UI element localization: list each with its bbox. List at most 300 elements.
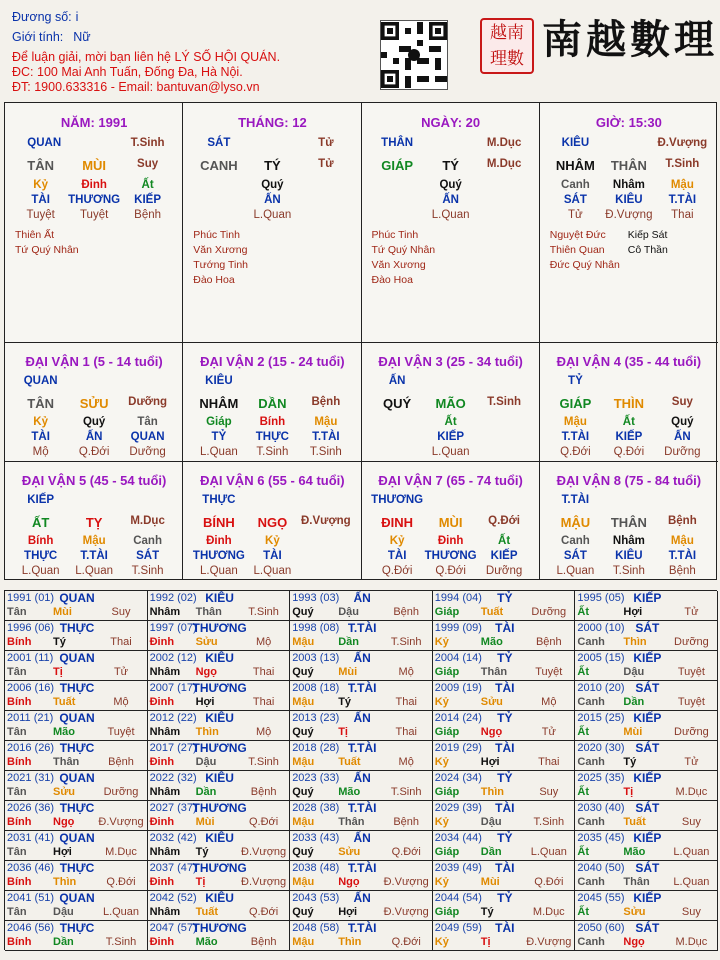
hidden-stem: Đinh xyxy=(81,179,107,191)
year-cell[interactable] xyxy=(5,741,148,771)
hidden-stem: SÁT xyxy=(563,550,587,562)
year-text: 2008 (18) xyxy=(292,682,340,694)
hidden-stem: Dưỡng xyxy=(664,446,701,458)
dai-van-title: ĐẠI VẬN 1 (5 - 14 tuổi) xyxy=(25,354,163,369)
year-text: SÁT xyxy=(635,861,660,875)
dai-van-2 xyxy=(183,343,361,462)
hidden-stem: TÀI xyxy=(263,550,282,562)
year-text: Tý xyxy=(623,756,637,768)
hidden-stem: L.Quan xyxy=(556,565,595,577)
year-text: Đ.Vượng xyxy=(241,846,287,858)
stem-branch: TÝ xyxy=(442,158,459,173)
dai-van-title: ĐẠI VẬN 7 (65 - 74 tuổi) xyxy=(378,473,523,488)
hidden-stem: Mậu xyxy=(314,416,338,428)
dai-van-title: ĐẠI VẬN 4 (35 - 44 tuổi) xyxy=(556,354,702,369)
year-text: Sửu xyxy=(195,636,218,648)
year-text: Tý xyxy=(53,636,66,648)
year-text: Hợi xyxy=(195,696,215,708)
year-cell[interactable] xyxy=(290,861,433,891)
year-cell[interactable] xyxy=(5,591,148,621)
year-text: Tuất xyxy=(623,816,646,828)
year-text: Quý xyxy=(292,846,314,858)
year-text: Ngọ xyxy=(195,666,217,678)
year-text: Tử xyxy=(541,726,556,738)
year-cell[interactable] xyxy=(148,891,291,921)
year-text: Tân xyxy=(7,726,27,738)
year-text: Bệnh xyxy=(393,606,420,618)
year-cell[interactable] xyxy=(148,771,291,801)
dai-van-8 xyxy=(540,462,718,579)
year-text: Q.Đới xyxy=(248,816,279,828)
year-cell[interactable] xyxy=(290,891,433,921)
qr-code-icon[interactable] xyxy=(380,20,448,90)
header xyxy=(0,0,720,100)
year-cell[interactable] xyxy=(290,831,433,861)
year-text: Dần xyxy=(623,696,645,708)
hidden-stem: Q.Đới xyxy=(381,565,413,577)
hidden-stem: Ất xyxy=(141,179,154,191)
year-text: Quý xyxy=(292,906,314,918)
year-cell[interactable] xyxy=(148,921,291,951)
stem-branch: MÃO xyxy=(435,396,466,411)
year-text: 2032 (42) xyxy=(149,832,197,844)
hidden-stem: Mậu xyxy=(563,416,587,428)
hidden-stem: T.TÀI xyxy=(312,431,340,443)
pillar-1 xyxy=(183,103,361,343)
year-text: KIÊU xyxy=(205,711,234,725)
year-text: Bệnh xyxy=(250,786,277,798)
ten-god-label: QUAN xyxy=(27,137,62,149)
dai-van-1 xyxy=(5,343,183,462)
year-text: KIẾP xyxy=(633,831,662,845)
hidden-stem: T.Sinh xyxy=(612,565,645,577)
hidden-stem: Dưỡng xyxy=(485,565,523,577)
year-cell[interactable] xyxy=(433,741,576,771)
year-text: 2024 (34) xyxy=(434,772,482,784)
year-text: Bính xyxy=(7,636,32,648)
ten-god-label: KIÊU xyxy=(561,137,590,149)
year-text: Mậu xyxy=(292,816,315,828)
year-text: Q.Đới xyxy=(534,876,564,888)
hidden-stem: L.Quan xyxy=(431,209,470,221)
year-text: L.Quan xyxy=(673,846,710,858)
stem-branch: DẦN xyxy=(258,396,287,411)
year-text: Tuất xyxy=(480,606,504,618)
year-cell[interactable] xyxy=(5,621,148,651)
year-cell[interactable] xyxy=(433,921,576,951)
stem-branch: ẤT xyxy=(31,515,50,530)
year-text: Canh xyxy=(577,936,605,948)
year-text: THƯƠNG xyxy=(192,921,247,935)
year-text: Hợi xyxy=(623,606,643,618)
year-cell[interactable] xyxy=(575,591,718,621)
hidden-stem: Q.Đới xyxy=(435,565,466,577)
hidden-stem: Canh xyxy=(561,535,590,547)
year-cell[interactable] xyxy=(148,591,291,621)
year-text: Thai xyxy=(252,696,275,708)
year-cell[interactable] xyxy=(433,801,576,831)
year-text: KIẾP xyxy=(633,651,662,665)
year-text: Đ.Vượng xyxy=(383,906,429,918)
year-cell[interactable] xyxy=(290,741,433,771)
year-cell[interactable] xyxy=(433,621,576,651)
year-text: 2014 (24) xyxy=(434,712,482,724)
year-text: QUAN xyxy=(59,771,95,785)
year-text: 2003 (13) xyxy=(292,652,340,664)
year-text: 2046 (56) xyxy=(7,922,55,934)
year-cell[interactable] xyxy=(575,771,718,801)
year-text: 2036 (46) xyxy=(7,862,55,874)
year-text: QUAN xyxy=(59,891,95,905)
year-text: Kỷ xyxy=(434,756,449,768)
hidden-stem: Đinh xyxy=(206,535,232,547)
year-text: 1994 (04) xyxy=(434,592,482,604)
hidden-stem: KIẾP xyxy=(134,194,162,206)
year-text: 2025 (35) xyxy=(577,772,625,784)
year-text: Tân xyxy=(7,666,27,678)
year-text: T.Sinh xyxy=(390,636,422,648)
year-text: Mộ xyxy=(398,666,414,678)
year-text: 2009 (19) xyxy=(434,682,482,694)
hidden-stem: L.Quan xyxy=(431,446,470,458)
year-text: Bệnh xyxy=(108,756,134,768)
year-text: Canh xyxy=(577,636,605,648)
year-cell[interactable] xyxy=(5,831,148,861)
hidden-stem: KIẾP xyxy=(490,550,518,562)
year-text: 2011 (21) xyxy=(7,712,54,724)
year-text: SÁT xyxy=(635,921,660,935)
year-text: THƯƠNG xyxy=(192,801,247,815)
hidden-stem: L.Quan xyxy=(21,565,60,577)
star-label: Thiên Ất xyxy=(15,229,55,241)
stem-branch: NGỌ xyxy=(257,515,288,530)
year-text: Thìn xyxy=(53,876,77,888)
stem-branch: TÂN xyxy=(27,158,54,173)
year-cell[interactable] xyxy=(433,651,576,681)
year-text: M.Dục xyxy=(675,936,708,948)
hidden-stem: Dưỡng xyxy=(129,446,166,458)
year-cell[interactable] xyxy=(148,801,291,831)
year-text: QUAN xyxy=(59,591,95,605)
year-text: SÁT xyxy=(635,741,660,755)
year-cell[interactable] xyxy=(433,591,576,621)
pillar-3 xyxy=(540,103,718,343)
year-text: Mùi xyxy=(480,876,500,888)
hidden-stem: Quý xyxy=(82,416,106,428)
pillar-title: NĂM: 1991 xyxy=(60,115,128,130)
year-cell[interactable] xyxy=(433,831,576,861)
year-text: Thân xyxy=(53,756,80,768)
hidden-stem: ẤN xyxy=(442,194,459,206)
hidden-stem: Bệnh xyxy=(134,209,162,221)
pillar-2 xyxy=(362,103,540,343)
year-text: Thai xyxy=(110,636,132,648)
year-text: 2020 (30) xyxy=(577,742,625,754)
year-cell[interactable] xyxy=(148,861,291,891)
year-text: Canh xyxy=(577,876,605,888)
annual-luck-table xyxy=(4,590,717,950)
hidden-stem: Canh xyxy=(133,535,162,547)
hidden-stem: Ất xyxy=(444,416,457,428)
year-text: 2012 (22) xyxy=(149,712,197,724)
year-cell[interactable] xyxy=(148,621,291,651)
year-text: Quý xyxy=(292,606,314,618)
year-cell[interactable] xyxy=(148,681,291,711)
year-cell[interactable] xyxy=(575,651,718,681)
ten-god-label: KIẾP xyxy=(27,494,55,506)
year-text: Tuất xyxy=(338,756,361,768)
seal-stamp: 越南 理數 xyxy=(480,18,534,74)
year-text: 2005 (15) xyxy=(577,652,625,664)
year-cell[interactable] xyxy=(5,711,148,741)
owner-line: Đương số: i xyxy=(12,10,79,24)
stem-branch: Đ.Vượng xyxy=(300,515,351,527)
ten-god-label: T.TÀI xyxy=(561,494,590,506)
year-text: T.TÀI xyxy=(347,801,377,815)
year-cell[interactable] xyxy=(290,771,433,801)
year-cell[interactable] xyxy=(290,801,433,831)
year-text: 2044 (54) xyxy=(434,892,482,904)
year-text: Đ.Vượng xyxy=(98,816,144,828)
year-cell[interactable] xyxy=(575,801,718,831)
year-text: T.TÀI xyxy=(347,741,377,755)
hidden-stem: KIẾP xyxy=(437,431,465,443)
hidden-stem: SÁT xyxy=(136,550,160,562)
year-cell[interactable] xyxy=(433,891,576,921)
stem-branch: M.Dục xyxy=(486,158,522,170)
year-cell[interactable] xyxy=(575,861,718,891)
year-text: Quý xyxy=(292,786,314,798)
year-cell[interactable] xyxy=(575,891,718,921)
year-cell[interactable] xyxy=(290,681,433,711)
stem-branch: TÝ xyxy=(264,158,281,173)
year-text: Ất xyxy=(577,846,589,858)
year-cell[interactable] xyxy=(5,891,148,921)
year-text: THỰC xyxy=(59,681,95,695)
year-text: Thân xyxy=(195,606,222,618)
year-text: 2013 (23) xyxy=(292,712,340,724)
year-cell[interactable] xyxy=(148,741,291,771)
year-cell[interactable] xyxy=(290,591,433,621)
hidden-stem: T.Sinh xyxy=(131,565,164,577)
year-text: ẤN xyxy=(353,831,371,845)
year-cell[interactable] xyxy=(575,711,718,741)
dai-van-4 xyxy=(540,343,718,462)
year-text: Ất xyxy=(577,906,589,918)
year-text: Tị xyxy=(53,666,63,678)
year-text: 2038 (48) xyxy=(292,862,340,874)
year-text: TỶ xyxy=(497,651,513,665)
year-cell[interactable] xyxy=(148,651,291,681)
year-cell[interactable] xyxy=(433,681,576,711)
year-text: L.Quan xyxy=(673,876,710,888)
year-text: 2045 (55) xyxy=(577,892,625,904)
year-text: Mão xyxy=(53,726,75,738)
year-cell[interactable] xyxy=(148,831,291,861)
year-text: M.Dục xyxy=(532,906,565,918)
year-cell[interactable] xyxy=(290,921,433,951)
year-cell[interactable] xyxy=(575,681,718,711)
year-text: Quý xyxy=(292,666,314,678)
year-text: Suy xyxy=(681,906,701,918)
year-text: 1993 (03) xyxy=(292,592,340,604)
year-text: Đinh xyxy=(149,756,175,768)
year-text: Kỷ xyxy=(434,696,449,708)
year-text: Đ.Vượng xyxy=(526,936,572,948)
year-text: Đinh xyxy=(149,876,175,888)
year-text: KIẾP xyxy=(633,711,662,725)
year-text: 2015 (25) xyxy=(577,712,625,724)
year-text: 1991 (01) xyxy=(7,592,55,604)
year-text: Thìn xyxy=(623,636,647,648)
stem-branch: QUÝ xyxy=(383,396,412,411)
year-cell[interactable] xyxy=(5,801,148,831)
star-label: Tứ Quý Nhân xyxy=(15,244,79,256)
year-text: Mùi xyxy=(53,606,72,618)
stem-branch: MÙI xyxy=(438,515,463,530)
hidden-stem: TÀI xyxy=(31,194,50,206)
year-text: 2017 (27) xyxy=(149,742,197,754)
stem-branch: Suy xyxy=(671,396,693,408)
ten-god-label: THÂN xyxy=(381,137,414,149)
hidden-stem: QUAN xyxy=(130,431,165,443)
year-cell[interactable] xyxy=(575,831,718,861)
stem-branch: CANH xyxy=(200,158,238,173)
year-text: TỶ xyxy=(497,711,513,725)
year-text: ẤN xyxy=(353,591,371,605)
year-text: Dậu xyxy=(53,906,74,918)
star-label: Văn Xương xyxy=(371,259,426,271)
year-cell[interactable] xyxy=(5,651,148,681)
stem-branch: T.Sinh xyxy=(665,158,700,170)
year-text: TỶ xyxy=(497,891,513,905)
hidden-stem: Quý xyxy=(261,179,284,191)
year-text: 2002 (12) xyxy=(149,652,197,664)
year-cell[interactable] xyxy=(575,741,718,771)
hidden-stem: Nhâm xyxy=(612,179,645,191)
year-text: T.Sinh xyxy=(390,786,422,798)
star-label: Tướng Tinh xyxy=(193,259,249,271)
year-text: T.Sinh xyxy=(248,756,279,768)
year-text: Sửu xyxy=(338,846,361,858)
year-text: Đinh xyxy=(149,696,175,708)
address-line: ĐC: 100 Mai Anh Tuấn, Đống Đa, Hà Nội. xyxy=(12,65,243,79)
hidden-stem: T.Sinh xyxy=(309,446,342,458)
year-text: Nhâm xyxy=(149,786,181,798)
year-text: 2001 (11) xyxy=(7,652,54,664)
hidden-stem: THƯƠNG xyxy=(68,194,121,206)
year-text: Canh xyxy=(577,696,605,708)
year-text: Canh xyxy=(577,816,605,828)
pillar-0 xyxy=(5,103,183,343)
hidden-stem: Mộ xyxy=(32,446,49,458)
hidden-stem: Quý xyxy=(671,416,694,428)
year-text: 2004 (14) xyxy=(434,652,482,664)
hidden-stem: Q.Đới xyxy=(78,446,110,458)
year-cell[interactable] xyxy=(433,711,576,741)
year-cell[interactable] xyxy=(433,771,576,801)
year-text: Ất xyxy=(577,726,589,738)
year-text: Sửu xyxy=(623,906,646,918)
year-cell[interactable] xyxy=(5,771,148,801)
year-text: 1999 (09) xyxy=(434,622,482,634)
year-text: 2027 (37) xyxy=(149,802,197,814)
year-text: T.TÀI xyxy=(347,921,377,935)
year-text: TÀI xyxy=(495,801,515,815)
star-label: Phúc Tinh xyxy=(193,229,240,241)
year-cell[interactable] xyxy=(575,921,718,951)
year-text: Nhâm xyxy=(149,906,181,918)
year-cell[interactable] xyxy=(290,711,433,741)
year-cell[interactable] xyxy=(148,711,291,741)
year-text: Tử xyxy=(684,756,699,768)
stem-branch: M.Dục xyxy=(130,515,165,527)
year-text: THỰC xyxy=(59,621,95,635)
year-cell[interactable] xyxy=(433,861,576,891)
hidden-stem: L.Quan xyxy=(75,565,113,577)
hidden-stem: Mậu xyxy=(670,535,694,547)
star-label: Nguyệt Đức xyxy=(549,229,606,241)
year-text: Tuyệt xyxy=(677,696,705,708)
year-text: Thai xyxy=(538,756,560,768)
hidden-stem: Tử xyxy=(568,209,583,221)
stem-branch: NHÂM xyxy=(555,158,595,173)
hidden-stem: KIẾP xyxy=(615,431,643,443)
year-cell[interactable] xyxy=(290,651,433,681)
year-text: Tị xyxy=(195,876,206,888)
year-text: Tuyệt xyxy=(107,726,135,738)
year-text: Đ.Vượng xyxy=(241,876,287,888)
year-cell[interactable] xyxy=(575,621,718,651)
year-text: Dưỡng xyxy=(674,726,709,738)
year-text: Mão xyxy=(338,786,361,798)
year-text: Ngọ xyxy=(623,936,645,948)
year-text: Tân xyxy=(7,606,27,618)
year-text: Ất xyxy=(577,666,589,678)
dai-van-6 xyxy=(183,462,361,579)
hidden-stem: SÁT xyxy=(563,194,587,206)
hidden-stem: TÀI xyxy=(387,550,407,562)
hidden-stem: L.Quan xyxy=(200,565,238,577)
year-text: Đ.Vượng xyxy=(383,876,429,888)
year-text: Ngọ xyxy=(338,876,360,888)
hidden-stem: T.TÀI xyxy=(80,550,108,562)
year-text: Thìn xyxy=(195,726,219,738)
year-text: THỰC xyxy=(59,801,95,815)
year-text: Thìn xyxy=(338,936,362,948)
year-text: Mậu xyxy=(292,876,315,888)
year-text: Tân xyxy=(7,906,27,918)
year-cell[interactable] xyxy=(290,621,433,651)
year-cell[interactable] xyxy=(5,861,148,891)
stem-branch: Q.Đới xyxy=(488,515,521,527)
year-text: T.TÀI xyxy=(347,681,377,695)
year-text: Mộ xyxy=(541,696,557,708)
brand-logo: 南越數理 xyxy=(542,16,718,63)
year-cell[interactable] xyxy=(5,681,148,711)
hidden-stem: ẤN xyxy=(674,431,691,443)
year-text: ẤN xyxy=(353,891,371,905)
ten-god-label: THỰC xyxy=(202,494,236,506)
stem-branch: ĐINH xyxy=(381,515,414,530)
stem-branch: THÂN xyxy=(610,158,647,173)
star-label: Kiếp Sát xyxy=(627,229,668,241)
hidden-stem: L.Quan xyxy=(200,446,238,458)
ten-god-label: Đ.Vượng xyxy=(657,137,708,149)
year-cell[interactable] xyxy=(5,921,148,951)
year-text: Mão xyxy=(623,846,646,858)
year-text: Giáp xyxy=(434,726,460,738)
